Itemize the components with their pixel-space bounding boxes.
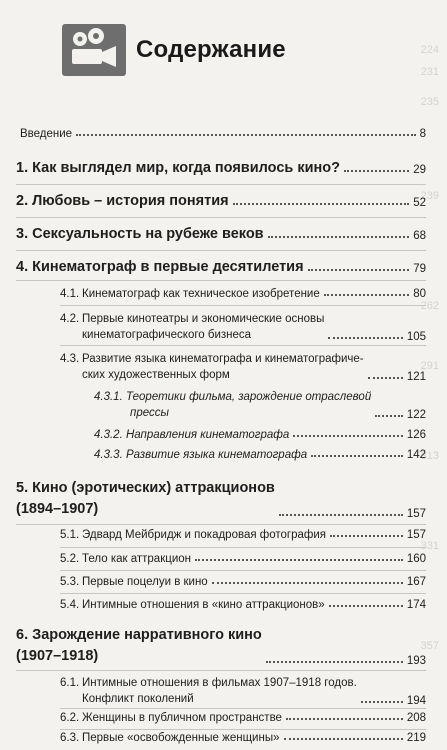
toc-section-5-4 bbox=[60, 599, 426, 611]
toc-entry-label: Первые «освобожденные женщины» bbox=[82, 732, 280, 744]
leader-dots bbox=[212, 582, 403, 584]
section-number: 6.2. bbox=[60, 712, 80, 724]
toc-entry-page: 167 bbox=[406, 576, 426, 588]
leader-dots bbox=[233, 203, 410, 205]
toc-section-6-1 bbox=[60, 675, 426, 707]
toc-entry-page: 219 bbox=[406, 732, 426, 744]
section-number: 5.3. bbox=[60, 576, 80, 588]
toc-entry-page: 194 bbox=[406, 695, 426, 707]
leader-dots bbox=[368, 377, 403, 379]
toc-entry-label: Тело как аттракцион bbox=[82, 553, 191, 565]
toc-entry-label: Интимные отношения в «кино аттракционов» bbox=[82, 599, 325, 611]
divider bbox=[16, 250, 426, 251]
divider bbox=[16, 280, 426, 281]
toc-entry-page: 68 bbox=[413, 230, 426, 242]
section-number: 6.1. bbox=[60, 677, 80, 689]
toc-entry-page: 208 bbox=[406, 712, 426, 724]
toc-entry-page: 52 bbox=[413, 197, 426, 209]
toc-entry-page: 79 bbox=[413, 263, 426, 275]
leader-dots bbox=[330, 535, 403, 537]
toc-entry-label-line1: Теоретики фильма, зарождение отраслевой bbox=[125, 391, 372, 403]
leader-dots bbox=[329, 605, 403, 607]
divider bbox=[60, 708, 426, 709]
toc-entry-page: 122 bbox=[406, 409, 426, 421]
section-number: 5.1. bbox=[60, 529, 80, 541]
toc-entry-label-line2: (1894–1907) bbox=[16, 501, 99, 517]
toc-entry-page: 193 bbox=[406, 655, 426, 667]
toc-chapter-5 bbox=[16, 478, 426, 520]
toc-chapter-2 bbox=[16, 193, 426, 209]
leader-dots bbox=[268, 236, 410, 238]
toc-entry-label-line2: прессы bbox=[130, 407, 169, 419]
toc-section-4-1 bbox=[60, 288, 426, 300]
leader-dots bbox=[311, 455, 403, 457]
leader-dots bbox=[76, 134, 416, 136]
toc-entry-label: Женщины в публичном пространстве bbox=[82, 712, 282, 724]
toc-subsection-4-3-2 bbox=[94, 429, 426, 441]
toc-subsection-4-3-1 bbox=[94, 389, 426, 421]
toc-chapter-6 bbox=[16, 625, 426, 667]
leader-dots bbox=[293, 435, 403, 437]
leader-dots bbox=[361, 701, 403, 703]
toc-entry-label: Направления кинематографа bbox=[125, 429, 290, 441]
leader-dots bbox=[328, 337, 402, 339]
toc-section-5-1 bbox=[60, 529, 426, 541]
divider bbox=[60, 547, 426, 548]
toc-section-6-3 bbox=[60, 732, 426, 744]
leader-dots bbox=[375, 415, 403, 417]
section-number: 4.1. bbox=[60, 288, 80, 300]
toc-entry-label-line1: 6. Зарождение нарративного кино bbox=[16, 627, 262, 643]
leader-dots bbox=[308, 269, 410, 271]
divider bbox=[16, 184, 426, 185]
divider bbox=[60, 305, 426, 306]
film-camera-icon bbox=[62, 24, 126, 76]
toc-entry-page: 126 bbox=[406, 429, 426, 441]
toc-entry-page: 121 bbox=[406, 371, 426, 383]
toc-section-4-3 bbox=[60, 351, 426, 383]
section-number: 5.4. bbox=[60, 599, 80, 611]
divider bbox=[60, 570, 426, 571]
toc-entry-label: Кинематограф как техническое изобретение bbox=[82, 288, 320, 300]
page-title: Содержание bbox=[136, 36, 286, 63]
toc-entry-page: 105 bbox=[406, 331, 426, 343]
section-number: 6.3. bbox=[60, 732, 80, 744]
toc-section-6-2 bbox=[60, 712, 426, 724]
section-number: 4.3. bbox=[60, 353, 80, 365]
toc-chapter-4 bbox=[16, 259, 426, 275]
toc-entry-label-line2: кинематографического бизнеса bbox=[82, 329, 252, 341]
leader-dots bbox=[344, 170, 409, 172]
toc-entry-intro bbox=[20, 128, 426, 140]
section-number: 4.3.2. bbox=[94, 429, 123, 441]
toc-entry-page: 29 bbox=[413, 164, 426, 176]
toc-entry-label-line1: 5. Кино (эротических) аттракционов bbox=[16, 480, 275, 496]
reverse-page-show-through: 224 231 235 239 262 291 313 331 357 bbox=[420, 44, 439, 652]
section-number: 5.2. bbox=[60, 553, 80, 565]
toc-entry-label-line1: Первые кинотеатры и экономические основы bbox=[82, 313, 325, 325]
divider bbox=[16, 524, 426, 525]
toc-section-4-2 bbox=[60, 311, 426, 343]
toc-entry-label-line2: ских художественных форм bbox=[82, 369, 230, 381]
toc-entry-label-line1: Интимные отношения в фильмах 1907–1918 годов. bbox=[82, 677, 357, 689]
section-number: 4.2. bbox=[60, 313, 80, 325]
toc-entry-page: 174 bbox=[406, 599, 426, 611]
leader-dots bbox=[284, 738, 403, 740]
toc-entry-label: 4. Кинематограф в первые десятилетия bbox=[16, 259, 304, 275]
toc-section-5-2 bbox=[60, 553, 426, 565]
section-number: 4.3.1. bbox=[94, 391, 123, 403]
toc-entry-page: 157 bbox=[406, 508, 426, 520]
toc-entry-page: 80 bbox=[413, 288, 426, 300]
toc-entry-page: 142 bbox=[406, 449, 426, 461]
toc-entry-label: Введение bbox=[20, 128, 73, 140]
toc-entry-label-line2: (1907–1918) bbox=[16, 648, 99, 664]
toc-entry-page: 157 bbox=[406, 529, 426, 541]
toc-entry-label-line2: Конфликт поколений bbox=[82, 693, 194, 705]
section-number: 4.3.3. bbox=[94, 449, 123, 461]
leader-dots bbox=[266, 661, 403, 663]
leader-dots bbox=[286, 718, 403, 720]
toc-chapter-1 bbox=[16, 160, 426, 176]
toc-section-5-3 bbox=[60, 576, 426, 588]
leader-dots bbox=[324, 294, 409, 296]
divider bbox=[16, 670, 426, 671]
toc-entry-page: 160 bbox=[406, 553, 426, 565]
toc-entry-label: 3. Сексуальность на рубеже веков bbox=[16, 226, 264, 242]
leader-dots bbox=[195, 559, 403, 561]
divider bbox=[60, 345, 426, 346]
toc-entry-label-line1: Развитие языка кинематографа и кинематографиче- bbox=[82, 353, 364, 365]
toc-subsection-4-3-3 bbox=[94, 449, 426, 461]
divider bbox=[16, 217, 426, 218]
toc-entry-label: 2. Любовь – история понятия bbox=[16, 193, 229, 209]
divider bbox=[60, 729, 426, 730]
leader-dots bbox=[279, 514, 403, 516]
toc-chapter-3 bbox=[16, 226, 426, 242]
toc-entry-label: Первые поцелуи в кино bbox=[82, 576, 208, 588]
toc-header bbox=[62, 20, 286, 80]
toc-entry-label: Развитие языка кинематографа bbox=[125, 449, 308, 461]
toc-entry-label: Эдвард Мейбридж и покадровая фотография bbox=[82, 529, 326, 541]
toc-entry-label: 1. Как выглядел мир, когда появилось кино? bbox=[16, 160, 340, 176]
divider bbox=[60, 593, 426, 594]
toc-entry-page: 8 bbox=[419, 128, 426, 140]
